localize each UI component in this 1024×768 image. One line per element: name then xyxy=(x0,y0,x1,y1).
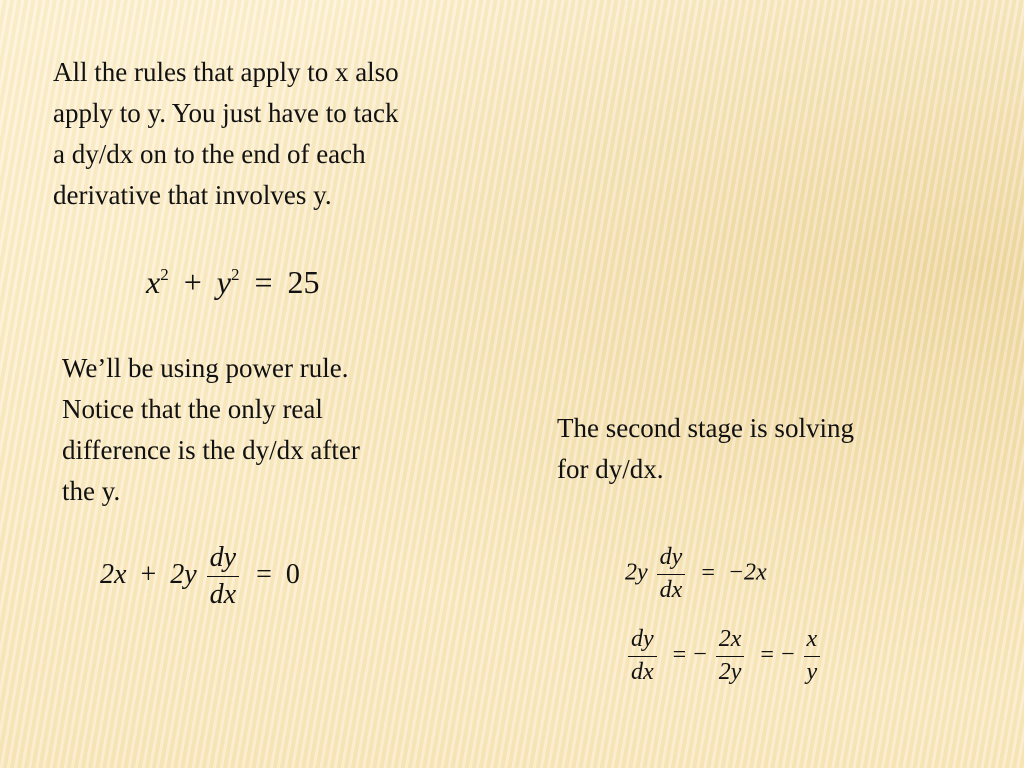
fraction-numerator: dy xyxy=(657,544,686,575)
intro-paragraph xyxy=(53,52,523,216)
intro-line: derivative that involves y. xyxy=(53,180,332,210)
eq-rhs: −2x xyxy=(727,559,767,586)
power-rule-paragraph xyxy=(62,348,462,512)
x-over-y-fraction xyxy=(804,626,821,686)
fraction-numerator: x xyxy=(804,626,821,657)
eq-term: 2y xyxy=(625,559,648,586)
eq-plus: + xyxy=(140,559,157,591)
second-stage-paragraph xyxy=(557,408,957,490)
eq-rhs: 0 xyxy=(285,559,300,591)
eq-term: 2x xyxy=(100,559,127,591)
eq-equals: = xyxy=(254,264,273,300)
fraction-denominator: dx xyxy=(631,658,654,685)
fraction-denominator: y xyxy=(806,658,818,685)
intro-line: All the rules that apply to x also xyxy=(53,57,399,87)
power-rule-line: Notice that the only real xyxy=(62,394,323,424)
eq-var-x: x xyxy=(146,264,161,300)
power-rule-line: We’ll be using power rule. xyxy=(62,353,349,383)
eq-equals: = xyxy=(672,641,687,668)
eq-exponent: 2 xyxy=(230,265,240,284)
circle-equation xyxy=(146,264,320,301)
dy-dx-fraction xyxy=(628,626,657,686)
fraction-numerator: dy xyxy=(628,626,657,657)
fraction-denominator: 2y xyxy=(718,658,742,685)
dy-dx-fraction xyxy=(657,544,686,604)
stage-two-equation xyxy=(625,626,823,686)
second-stage-line: for dy/dx. xyxy=(557,454,664,484)
eq-equals: = xyxy=(701,559,715,586)
fraction-denominator: dx xyxy=(659,576,683,603)
eq-minus: − xyxy=(780,641,795,668)
derivative-equation xyxy=(100,542,300,611)
dy-dx-fraction xyxy=(207,542,239,611)
fraction-denominator: dx xyxy=(209,579,237,611)
power-rule-line: difference is the dy/dx after xyxy=(62,435,360,465)
eq-term: 2y xyxy=(170,559,197,591)
eq-var-y: y xyxy=(216,264,231,300)
eq-exponent: 2 xyxy=(160,265,169,284)
intro-line: a dy/dx on to the end of each xyxy=(53,139,366,169)
eq-rhs: 25 xyxy=(287,264,320,300)
two-x-over-two-y-fraction xyxy=(716,626,745,686)
second-stage-line: The second stage is solving xyxy=(557,413,854,443)
stage-one-equation xyxy=(625,544,767,604)
eq-plus: + xyxy=(183,264,202,300)
fraction-numerator: 2x xyxy=(716,626,745,657)
intro-line: apply to y. You just have to tack xyxy=(53,98,399,128)
fraction-numerator: dy xyxy=(207,542,239,577)
power-rule-line: the y. xyxy=(62,476,121,506)
eq-equals: = xyxy=(256,559,272,591)
eq-equals: = xyxy=(760,641,774,668)
eq-minus: − xyxy=(693,641,707,668)
